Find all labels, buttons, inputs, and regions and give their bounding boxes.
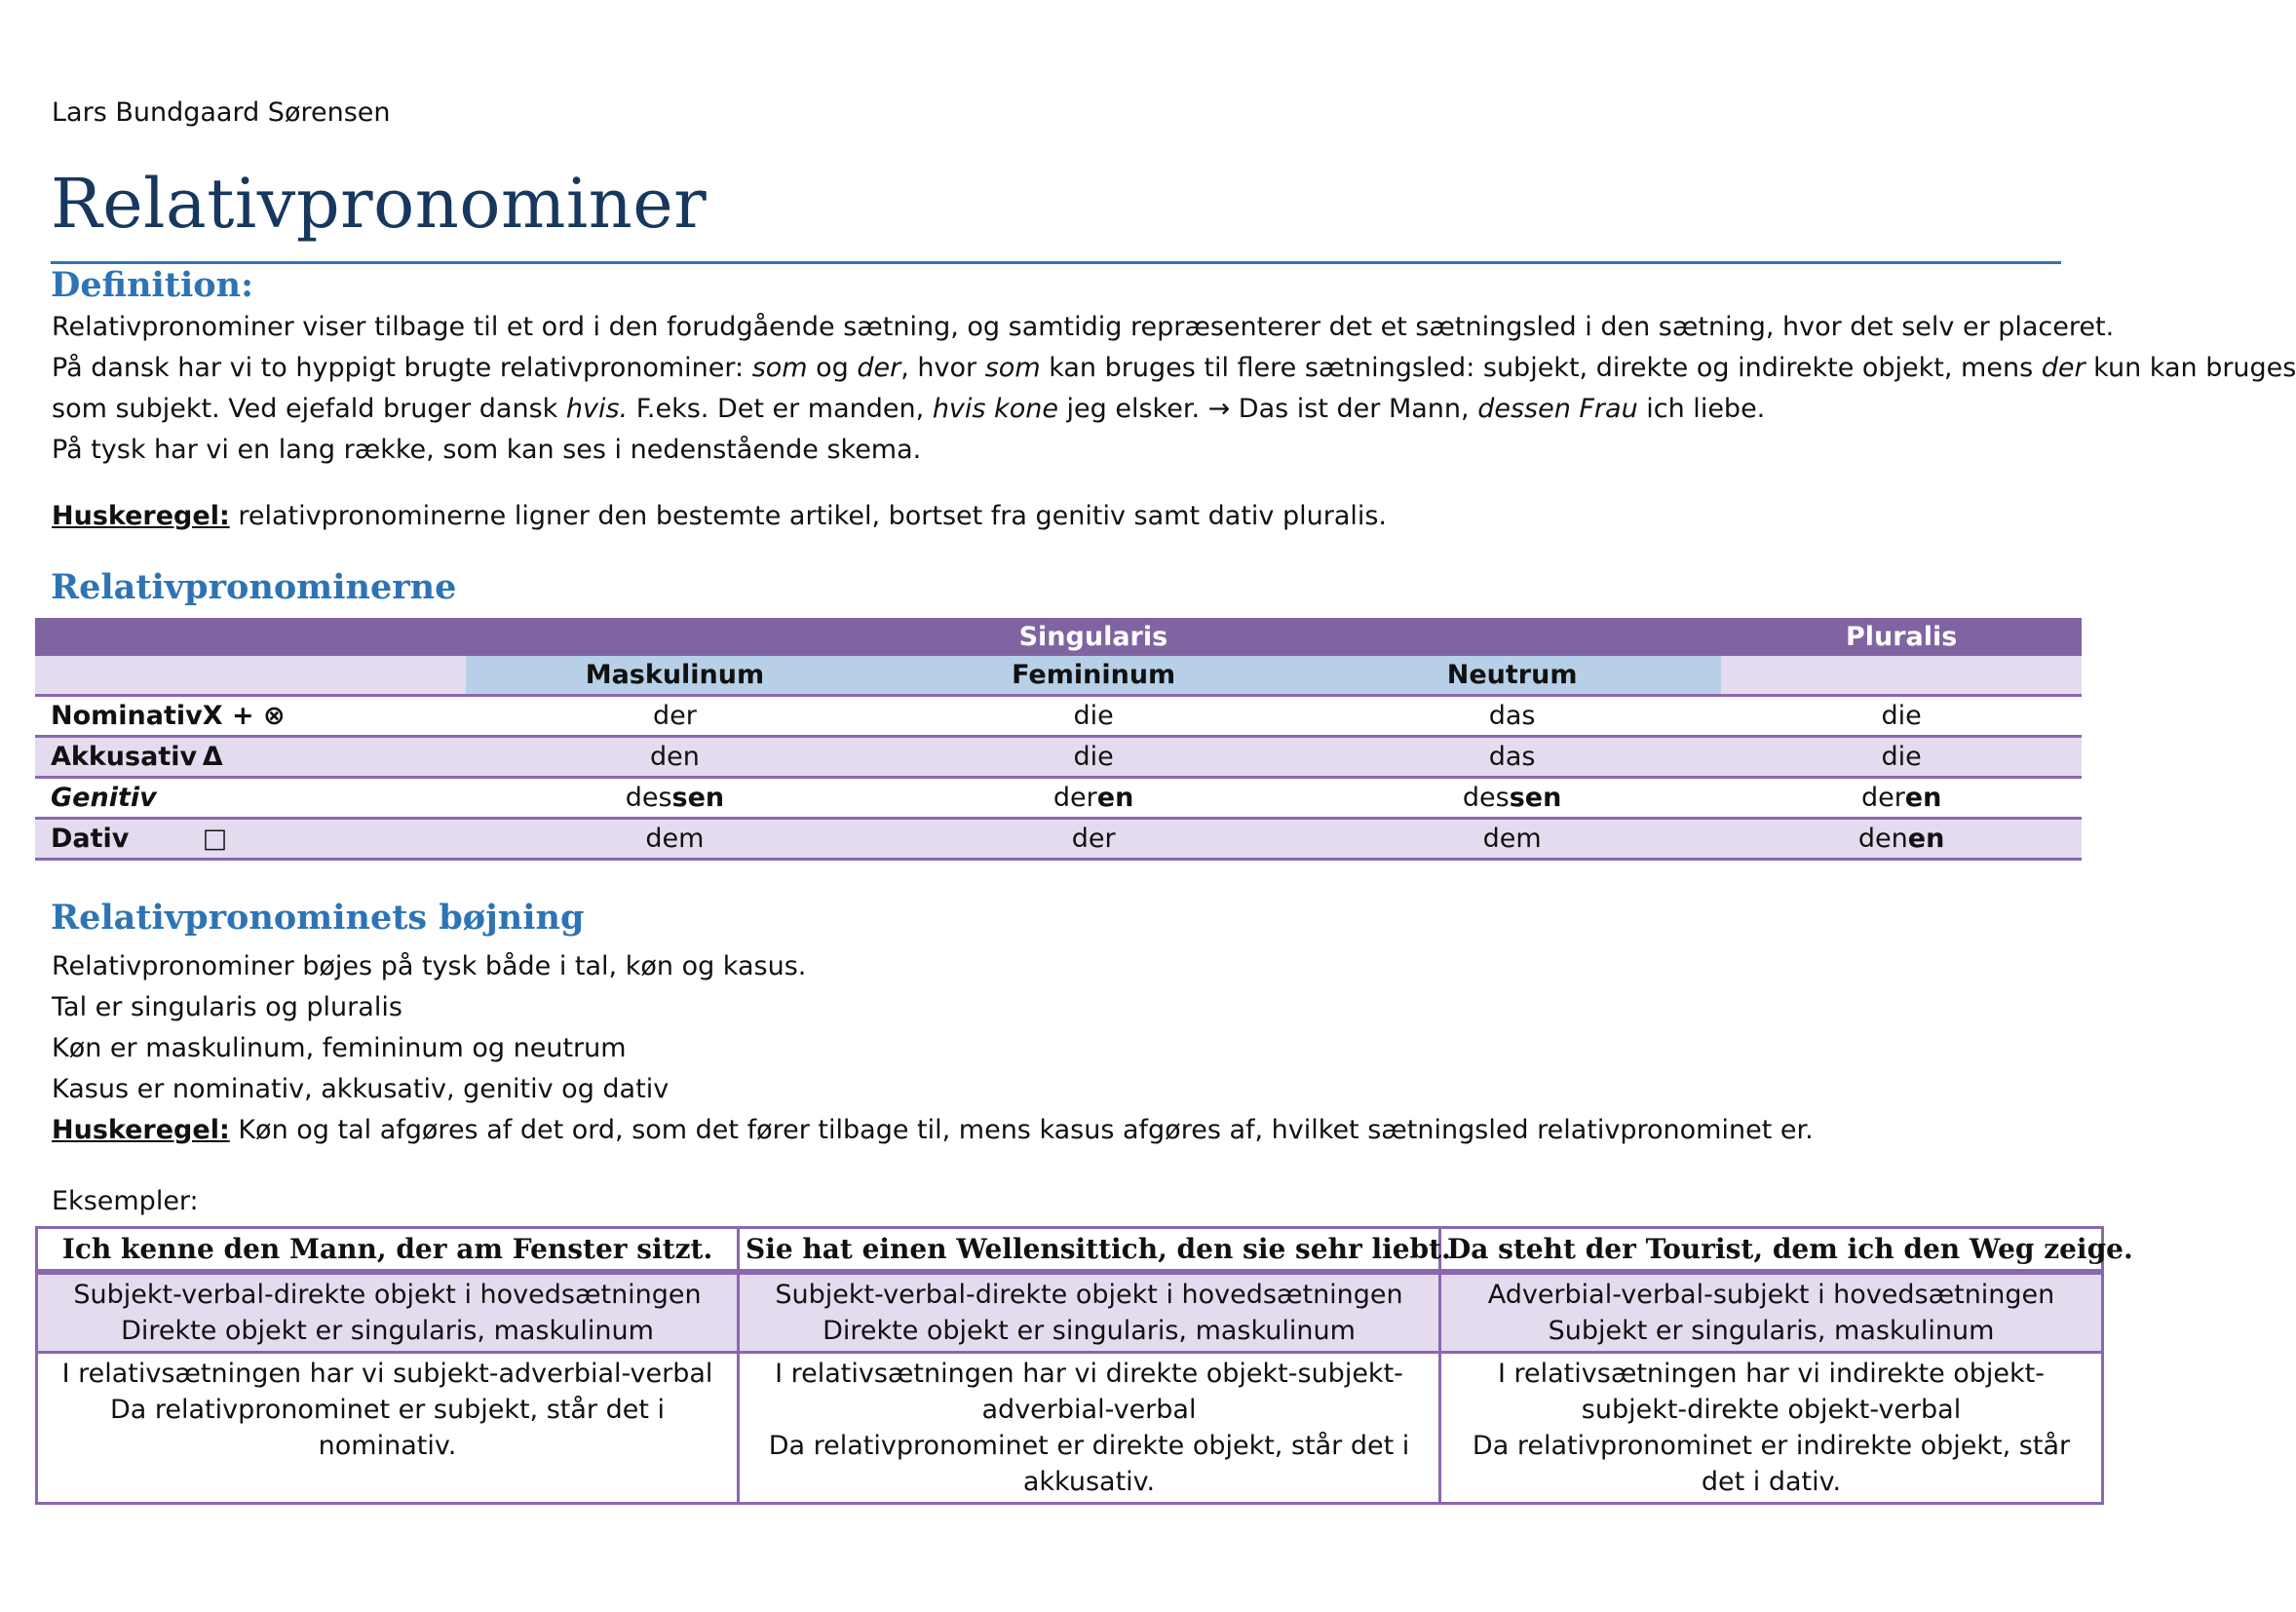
relative-clause-analysis: I relativsætningen har vi indirekte objekt-subjekt-direkte objekt-verbal Da relativpronominet er indirekte objekt, står det i dativ. [1440,1353,2103,1504]
relative-clause-analysis: I relativsætningen har vi subjekt-adverbial-verbal Da relativpronominet er subjekt, står det i nominativ. [37,1353,739,1504]
cell-plural: die [1721,696,2082,737]
title-rule [51,261,2061,264]
rule-text: relativpronominerne ligner den bestemte artikel, bortset fra genitiv samt dativ pluralis. [229,501,1388,531]
main-clause-analysis: Subjekt-verbal-direkte objekt i hovedsætningen Direkte objekt er singularis, maskulinum [37,1272,739,1353]
example-sentence: Sie hat einen Wellensittich, den sie sehr liebt. [739,1228,1440,1273]
table-row [35,696,2082,737]
cell-plural: denen [1721,819,2082,860]
definition-heading: Definition: [51,265,253,305]
definition-line-2: På dansk har vi to hyppigt brugte relativpronominer: som og der, hvor som kan bruges til flere sætningsled: subjekt, direkte og indirekte objekt, mens der kun kan bruges [52,353,2296,383]
definition-line-4: På tysk har vi en lang række, som kan ses i nedenstående skema. [52,435,922,465]
cell-neuter: dem [1303,819,1721,860]
example-sentence-row [37,1228,2103,1273]
main-clause-analysis: Subjekt-verbal-direkte objekt i hovedsætningen Direkte objekt er singularis, maskulinum [739,1272,1440,1353]
page-title: Relativpronominer [51,164,708,244]
definition-rule [52,496,1387,537]
case-symbol: Δ [203,737,466,778]
gender-masculine: Maskulinum [466,656,885,696]
case-symbol [203,778,466,819]
pronouns-heading: Relativpronominerne [51,567,457,607]
examples-label: Eksempler: [52,1186,199,1216]
example-sentence: Ich kenne den Mann, der am Fenster sitzt. [37,1228,739,1273]
definition-line-3: som subjekt. Ved ejefald bruger dansk hvis. F.eks. Det er manden, hvis kone jeg elsker. → Das ist der Mann, dessen Frau ich liebe. [52,394,1766,424]
gender-header-row [35,656,2082,696]
case-label: Akkusativ [35,737,203,778]
case-label: Genitiv [35,778,203,819]
examples-table [35,1226,2133,1505]
inflection-line: Tal er singularis og pluralis [52,992,402,1022]
cell-plural: die [1721,737,2082,778]
pronoun-table [35,618,2082,861]
example-main-clause-row [37,1272,2103,1353]
rule-label: Huskeregel: [52,501,230,531]
case-symbol: □ [203,819,466,860]
gender-neuter: Neutrum [1303,656,1721,696]
example-relative-clause-row [37,1353,2103,1504]
inflection-heading: Relativpronominets bøjning [51,898,585,938]
table-row [35,778,2082,819]
cell-neuter: das [1303,696,1721,737]
cell-masculine: dessen [466,778,885,819]
cell-masculine: der [466,696,885,737]
inflection-line: Kasus er nominativ, akkusativ, genitiv og dativ [52,1074,670,1104]
cell-masculine: den [466,737,885,778]
cell-plural: deren [1721,778,2082,819]
table-row [35,819,2082,860]
inflection-rule: Huskeregel: Køn og tal afgøres af det ord, som det fører tilbage til, mens kasus afgøres af, hvilket sætningsled relativpronominet er. [52,1115,1814,1145]
cell-masculine: dem [466,819,885,860]
cell-feminine: der [884,819,1303,860]
definition-body [52,307,2296,471]
inflection-line: Relativpronominer bøjes på tysk både i tal, køn og kasus. [52,951,807,981]
cell-neuter: das [1303,737,1721,778]
case-label: Nominativ [35,696,203,737]
gender-feminine: Femininum [884,656,1303,696]
definition-line-1: Relativpronominer viser tilbage til et ord i den forudgående sætning, og samtidig repræsenterer det et sætningsled i den sætning, hvor det selv er placeret. [52,312,2115,342]
case-label: Dativ [35,819,203,860]
cell-feminine: die [884,696,1303,737]
relative-clause-analysis: I relativsætningen har vi direkte objekt-subjekt-adverbial-verbal Da relativpronominet er direkte objekt, står det i akkusativ. [739,1353,1440,1504]
cell-neuter: dessen [1303,778,1721,819]
case-symbol: X + ⊗ [203,696,466,737]
number-header-row [35,618,2082,656]
cell-feminine: die [884,737,1303,778]
plural-header: Pluralis [1721,618,2082,656]
example-sentence: Da steht der Tourist, dem ich den Weg zeige. [1440,1228,2103,1273]
cell-feminine: deren [884,778,1303,819]
main-clause-analysis: Adverbial-verbal-subjekt i hovedsætningen Subjekt er singularis, maskulinum [1440,1272,2103,1353]
inflection-line: Køn er maskulinum, femininum og neutrum [52,1033,627,1063]
author-name: Lars Bundgaard Sørensen [52,97,391,128]
singular-header: Singularis [466,618,1722,656]
table-row [35,737,2082,778]
inflection-body [52,946,1814,1151]
